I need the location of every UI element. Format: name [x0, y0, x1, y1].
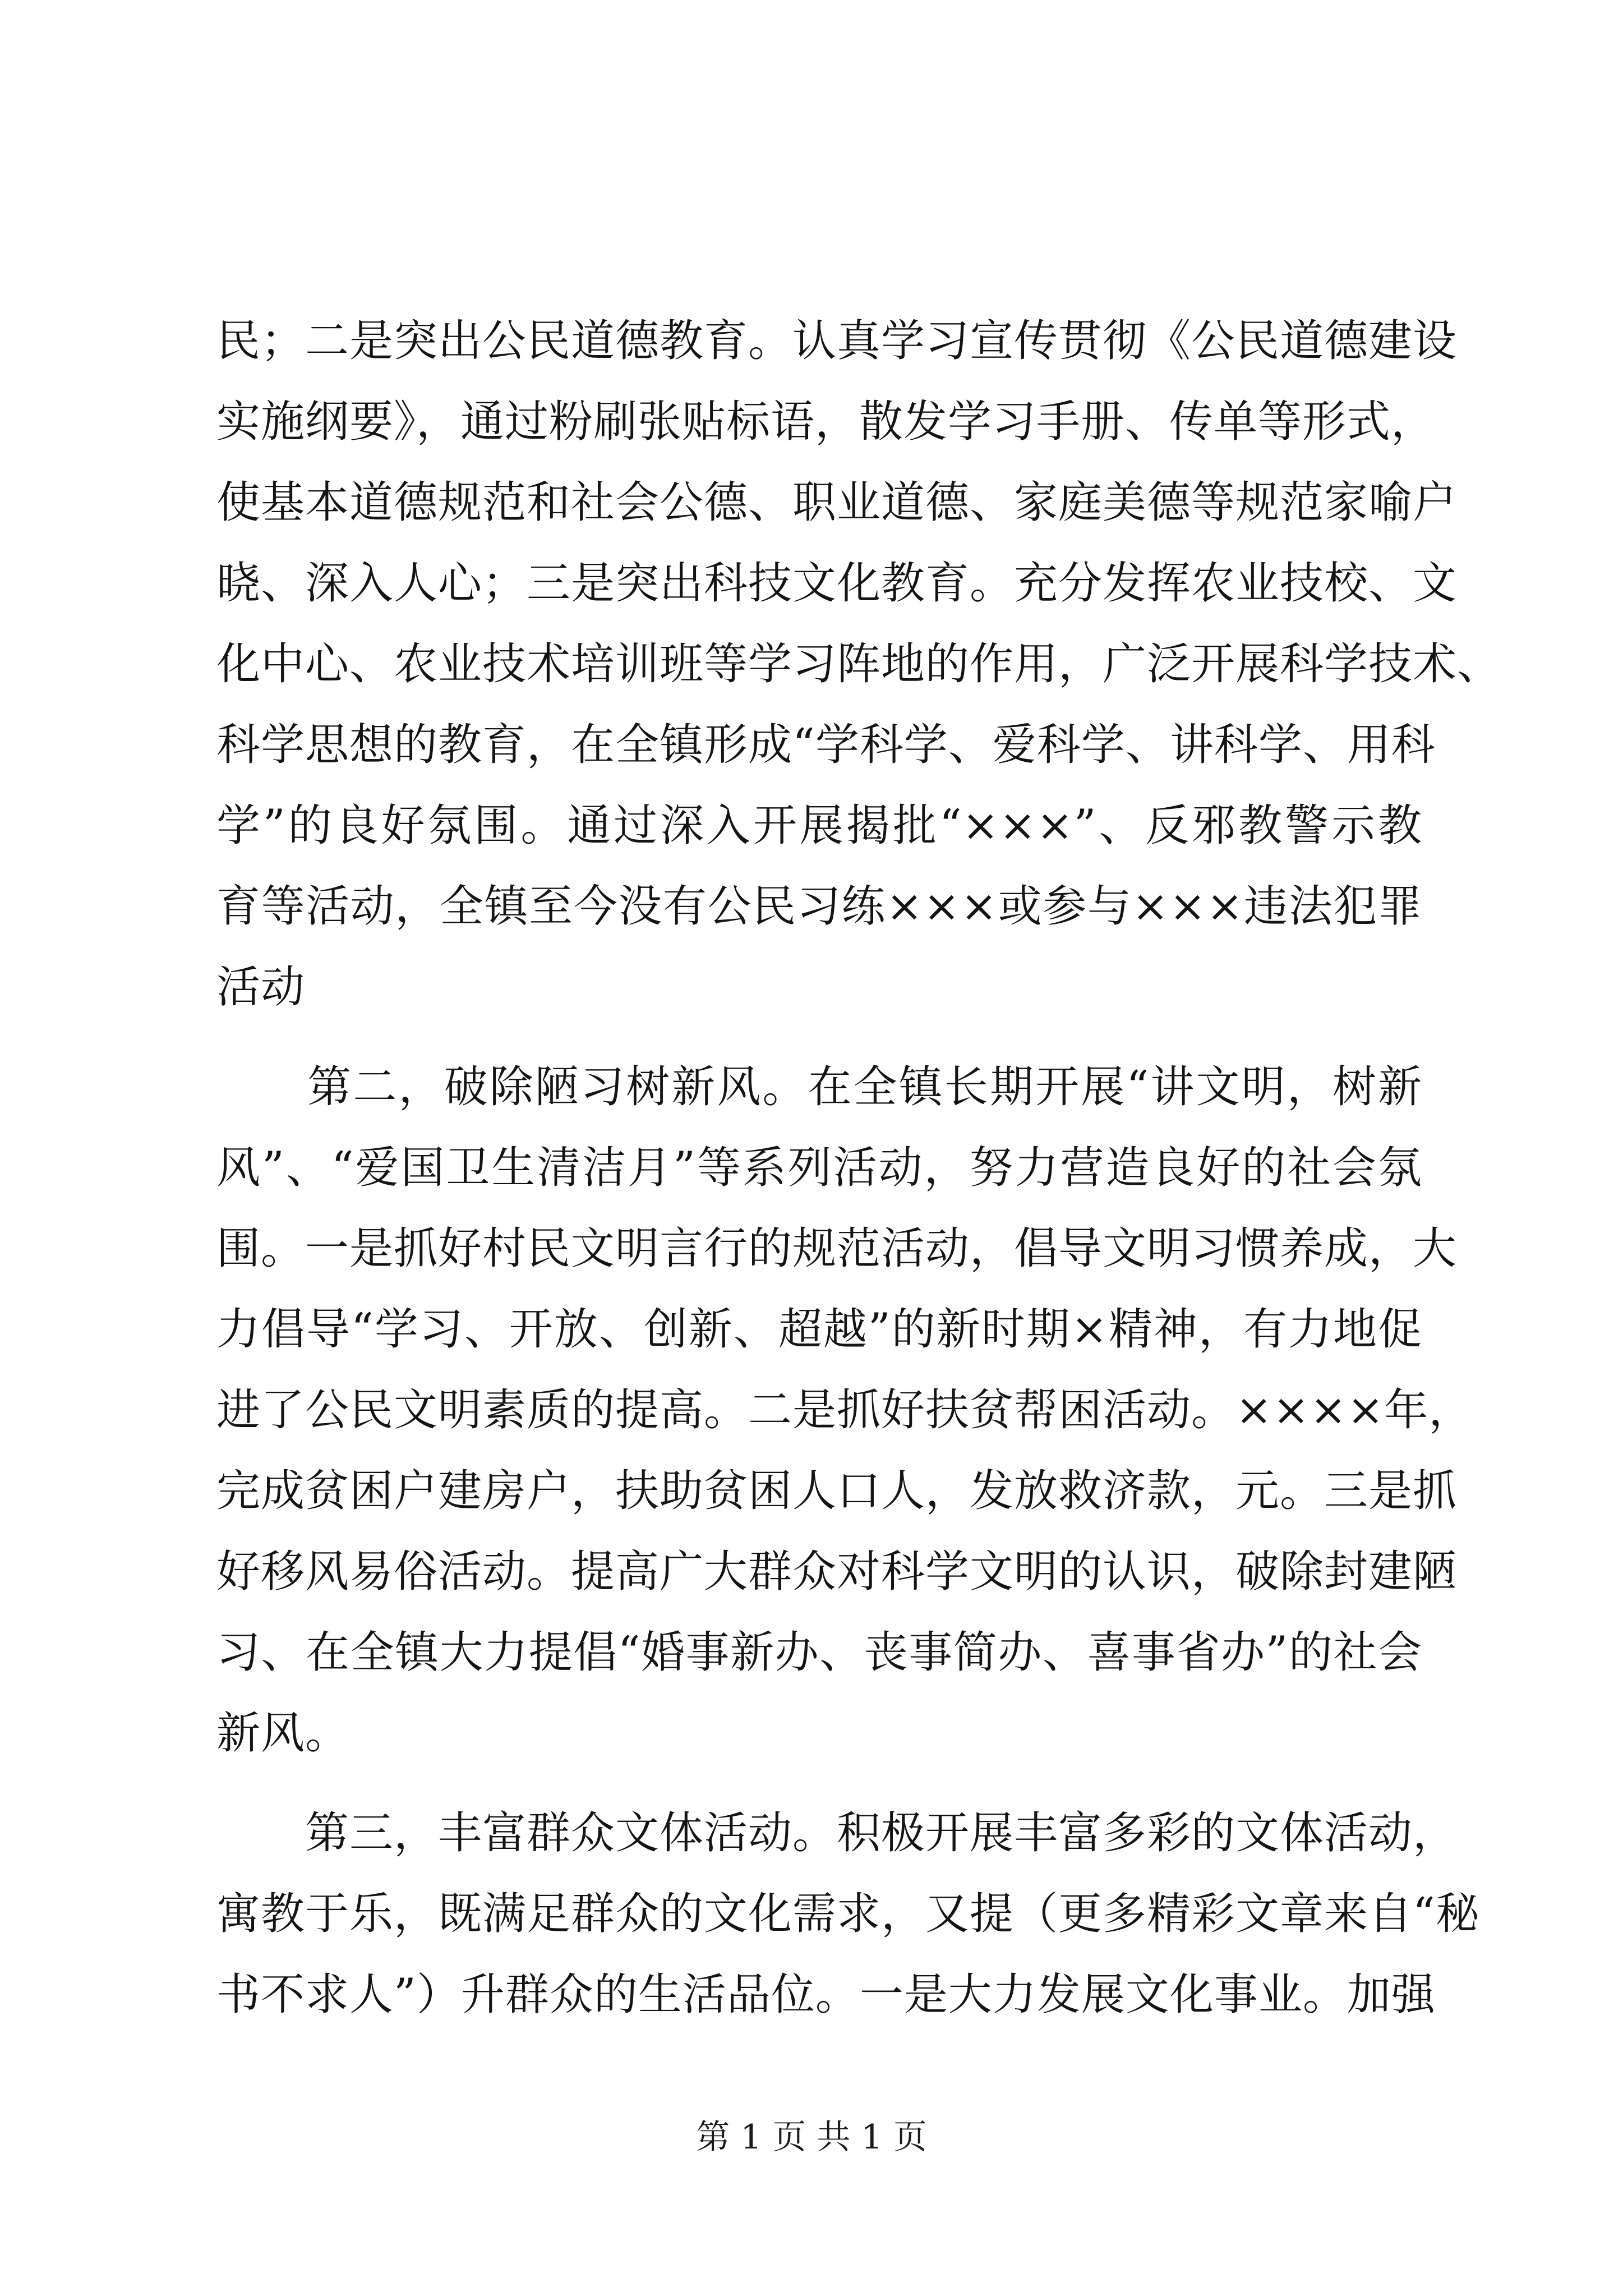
paragraph-start-line: 第三，丰富群众文体活动。积极开展丰富多彩的文体活动， [216, 1808, 1458, 1858]
text-line: 寓教于乐，既满足群众的文化需求，又提（更多精彩文章来自“秘 [216, 1889, 1480, 1939]
text-line: 围。一是抓好村民文明言行的规范活动，倡导文明习惯养成，大 [216, 1223, 1458, 1274]
text-line: 育等活动，全镇至今没有公民习练×××或参与×××违法犯罪 [216, 881, 1422, 932]
text-line: 活动 [216, 962, 306, 1013]
text-line: 完成贫困户建房户，扶助贫困人口人，发放救济款，元。三是抓 [216, 1466, 1458, 1516]
document-body [216, 301, 1502, 2035]
text-line: 晓、深入人心；三是突出科技文化教育。充分发挥农业技校、文 [216, 558, 1458, 609]
text-line: 力倡导“学习、开放、创新、超越”的新时期×精神，有力地促 [216, 1304, 1422, 1355]
text-line: 实施纲要》，通过粉刷张贴标语，散发学习手册、传单等形式， [216, 397, 1436, 447]
text-line: 民；二是突出公民道德教育。认真学习宣传贯彻《公民道德建设 [216, 316, 1458, 366]
page-footer: 第 1 页 共 1 页 [696, 2118, 927, 2157]
text-line: 学”的良好氛围。通过深入开展揭批“×××”、反邪教警示教 [216, 800, 1422, 851]
text-line: 好移风易俗活动。提高广大群众对科学文明的认识，破除封建陋 [216, 1547, 1458, 1597]
text-line: 风”、“爱国卫生清洁月”等系列活动，努力营造良好的社会氛 [216, 1143, 1422, 1193]
text-line: 书不求人”）升群众的生活品位。一是大力发展文化事业。加强 [216, 1970, 1436, 2020]
text-line: 新风。 [216, 1708, 350, 1759]
text-line: 进了公民文明素质的提高。二是抓好扶贫帮困活动。××××年， [216, 1385, 1473, 1435]
paragraph-start-line: 第二，破除陋习树新风。在全镇长期开展“讲文明，树新 [216, 1062, 1422, 1112]
text-line: 化中心、农业技术培训班等学习阵地的作用，广泛开展科学技术、 [216, 639, 1502, 689]
text-line: 习、在全镇大力提倡“婚事新办、丧事简办、喜事省办”的社会 [216, 1627, 1422, 1678]
text-line: 使基本道德规范和社会公德、职业道德、家庭美德等规范家喻户 [216, 477, 1458, 528]
text-line: 科学思想的教育，在全镇形成“学科学、爱科学、讲科学、用科 [216, 720, 1436, 770]
